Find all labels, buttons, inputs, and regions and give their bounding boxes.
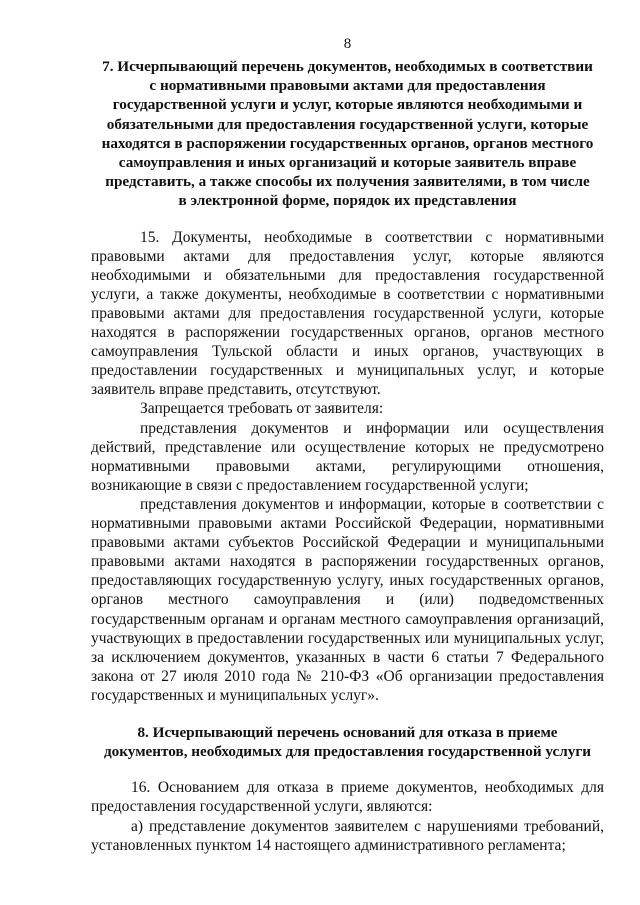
section-7-heading-line: представить, а также способы их получения заявителями, в том числе xyxy=(105,173,590,191)
paragraph-16: 16. Основанием для отказа в приеме документов, необходимых для предоставления государственной услуги, являются: xyxy=(91,779,604,816)
prohibition-item-2: представления документов и информации, которые в соответствии с нормативными правовыми актами Российской Федерации, нормативными правовыми актами субъектов Российской Федерации и муниципальными правовыми актами находятся в распоряжении государственных органов, предоставляющих государственную услугу, иных государственных органов, органов местного самоуправления и (или) подведомственных государственным органам и органам местного самоуправления организаций, участвующих в предоставлении государственных или муниципальных услуг, за исключением документов, указанных в части 6 статьи 7 Федерального закона от 27 июля 2010 года № 210-ФЗ «Об организации предоставления государственных и муниципальных услуг». xyxy=(91,495,604,704)
section-7-heading xyxy=(91,57,604,211)
section-7-body xyxy=(91,228,604,705)
refusal-ground-a: а) представление документов заявителем с нарушениями требований, установленных пунктом 14 настоящего административного регламента; xyxy=(91,817,604,854)
section-7-heading-line: государственной услуги и услуг, которые являются необходимыми и xyxy=(112,96,583,114)
section-7-heading-line: находятся в распоряжении государственных органов, органов местного xyxy=(101,134,594,152)
section-7-heading-line: с нормативными правовыми актами для предоставления xyxy=(149,77,546,95)
section-7-heading-line: в электронной форме, порядок их представления xyxy=(178,192,517,210)
section-8-heading-line: 8. Исчерпывающий перечень оснований для отказа в приеме xyxy=(137,723,558,741)
section-8-body xyxy=(91,778,604,854)
section-7-heading-line: 7. Исчерпывающий перечень документов, необходимых в соответствии xyxy=(102,58,593,75)
prohibition-intro: Запрещается требовать от заявителя: xyxy=(140,400,384,418)
section-7-heading-line: обязательными для предоставления государственной услуги, которые xyxy=(106,115,589,133)
section-7-heading-line: самоуправления и иных организаций и которые заявитель вправе xyxy=(118,154,577,172)
prohibition-item-1: представления документов и информации или осуществления действий, представление или осуществление которых не предусмотрено нормативными правовыми актами, регулирующими отношения, возникающие в связи с предоставлением государственной услуги; xyxy=(91,419,604,494)
page-number: 8 xyxy=(343,36,352,52)
section-8-heading-line: документов, необходимых для предоставления государственной услуги xyxy=(103,743,592,761)
document-page xyxy=(91,35,604,855)
paragraph-15: 15. Документы, необходимые в соответствии с нормативными правовыми актами для предоставления услуг, которые являются необходимыми и обязательными для предоставления государственной услуги, а также документы, необходимые в соответствии с нормативными правовыми актами для предоставления государственной услуги, которые находятся в распоряжении государственных органов, органов местного самоуправления Тульской области и иных органов, участвующих в предоставлении государственных и муниципальных услуг, и которые заявитель вправе представить, отсутствуют. xyxy=(91,228,604,399)
section-8-heading xyxy=(91,723,604,761)
